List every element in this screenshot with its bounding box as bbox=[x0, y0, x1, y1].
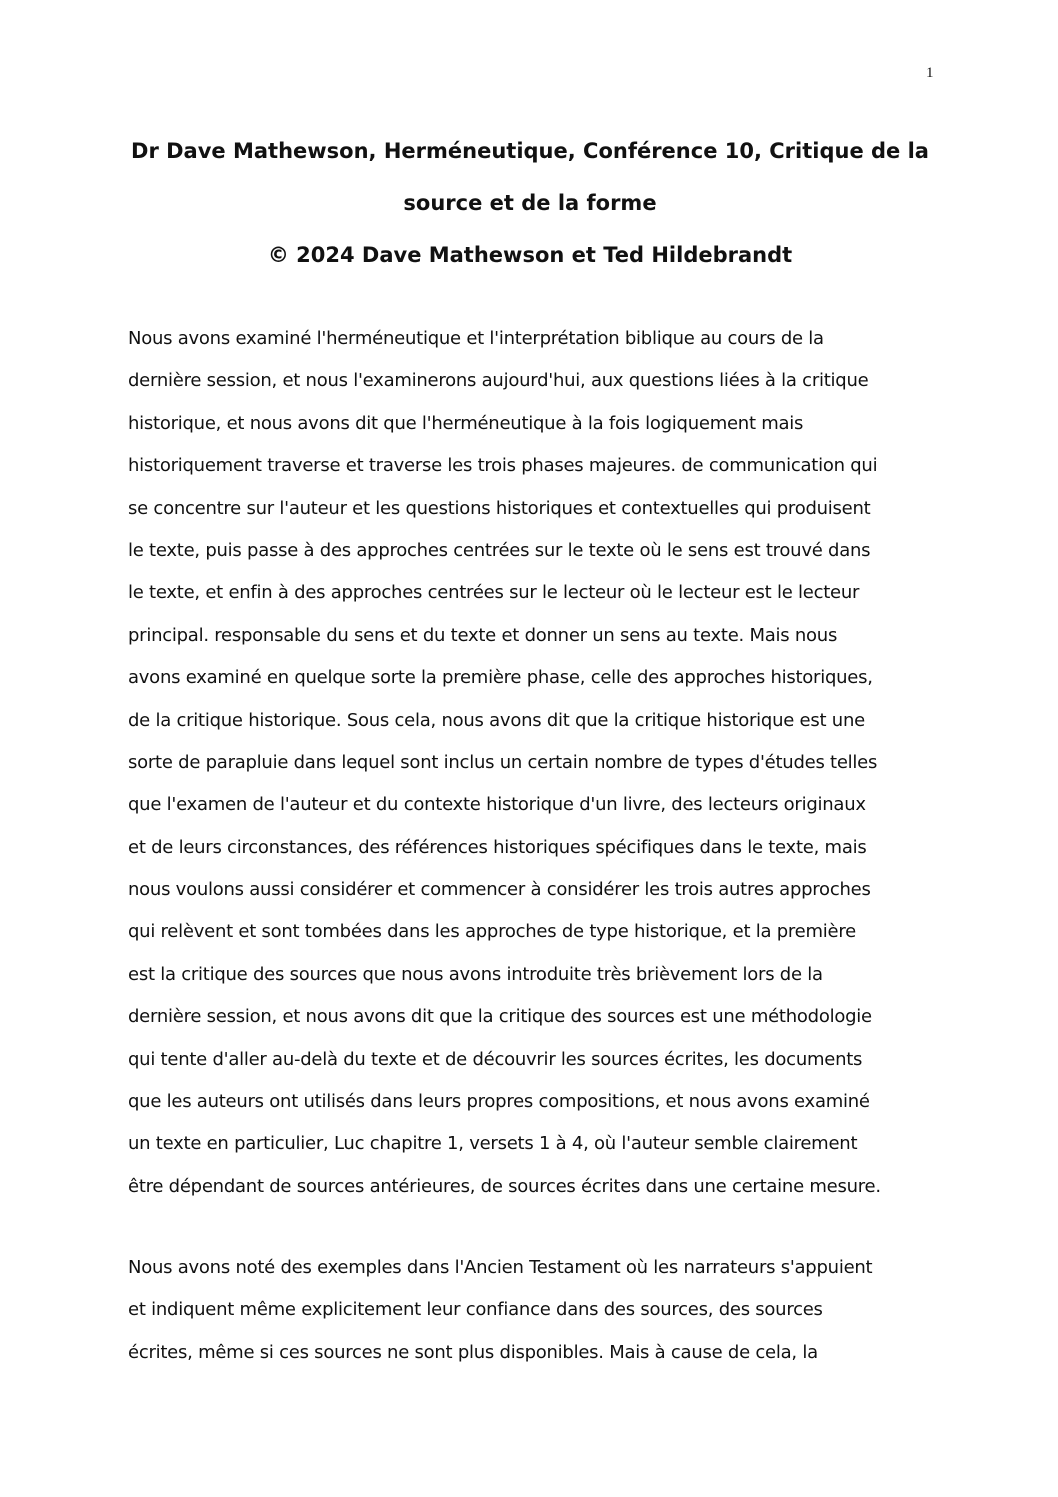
text-line: dernière session, et nous l'examinerons aujourd'hui, aux questions liées à la critique bbox=[128, 370, 869, 392]
text-line: le texte, puis passe à des approches centrées sur le texte où le sens est trouvé dans bbox=[128, 539, 871, 561]
text-line: de la critique historique. Sous cela, nous avons dit que la critique historique est une bbox=[128, 709, 865, 731]
text-line: qui tente d'aller au-delà du texte et de découvrir les sources écrites, les documents bbox=[128, 1048, 863, 1070]
text-line: historiquement traverse et traverse les trois phases majeures. de communication qui bbox=[128, 455, 878, 477]
text-line: Nous avons noté des exemples dans l'Ancien Testament où les narrateurs s'appuient bbox=[128, 1257, 873, 1278]
text-line: être dépendant de sources antérieures, de sources écrites dans une certaine mesure. bbox=[128, 1175, 881, 1197]
text-line: et indiquent même explicitement leur confiance dans des sources, des sources bbox=[128, 1299, 823, 1321]
text-line: que les auteurs ont utilisés dans leurs propres compositions, et nous avons examiné bbox=[128, 1091, 870, 1113]
text-line: sorte de parapluie dans lequel sont inclus un certain nombre de types d'études telles bbox=[128, 751, 878, 773]
paragraph bbox=[128, 318, 928, 1208]
paragraph bbox=[128, 1247, 928, 1374]
text-line: se concentre sur l'auteur et les questions historiques et contextuelles qui produisent bbox=[128, 497, 871, 519]
text-line: et de leurs circonstances, des références historiques spécifiques dans le texte, mais bbox=[128, 836, 867, 858]
text-line: est la critique des sources que nous avons introduite très brièvement lors de la bbox=[128, 963, 823, 985]
text-line: historique, et nous avons dit que l'herméneutique à la fois logiquement mais bbox=[128, 412, 804, 434]
text-line: que l'examen de l'auteur et du contexte historique d'un livre, des lecteurs originaux bbox=[128, 794, 866, 816]
text-line: qui relèvent et sont tombées dans les approches de type historique, et la première bbox=[128, 921, 856, 943]
title-line-1: Dr Dave Mathewson, Herméneutique, Conférence 10, Critique de la bbox=[131, 139, 929, 163]
text-line: avons examiné en quelque sorte la première phase, celle des approches historiques, bbox=[128, 667, 873, 689]
text-line: nous voulons aussi considérer et commencer à considérer les trois autres approches bbox=[128, 879, 871, 901]
page-number: 1 bbox=[926, 65, 934, 81]
title-line-2: source et de la forme bbox=[403, 191, 657, 215]
text-line: dernière session, et nous avons dit que la critique des sources est une méthodologie bbox=[128, 1006, 872, 1028]
text-line: principal. responsable du sens et du texte et donner un sens au texte. Mais nous bbox=[128, 624, 838, 646]
copyright-line: © 2024 Dave Mathewson et Ted Hildebrandt bbox=[267, 243, 793, 267]
text-line: le texte, et enfin à des approches centrées sur le lecteur où le lecteur est le lecteur bbox=[128, 582, 860, 604]
document-title bbox=[100, 125, 960, 281]
text-line: Nous avons examiné l'herméneutique et l'interprétation biblique au cours de la bbox=[128, 328, 824, 349]
text-line: écrites, même si ces sources ne sont plus disponibles. Mais à cause de cela, la bbox=[128, 1341, 818, 1363]
text-line: un texte en particulier, Luc chapitre 1, versets 1 à 4, où l'auteur semble clairement bbox=[128, 1133, 858, 1155]
